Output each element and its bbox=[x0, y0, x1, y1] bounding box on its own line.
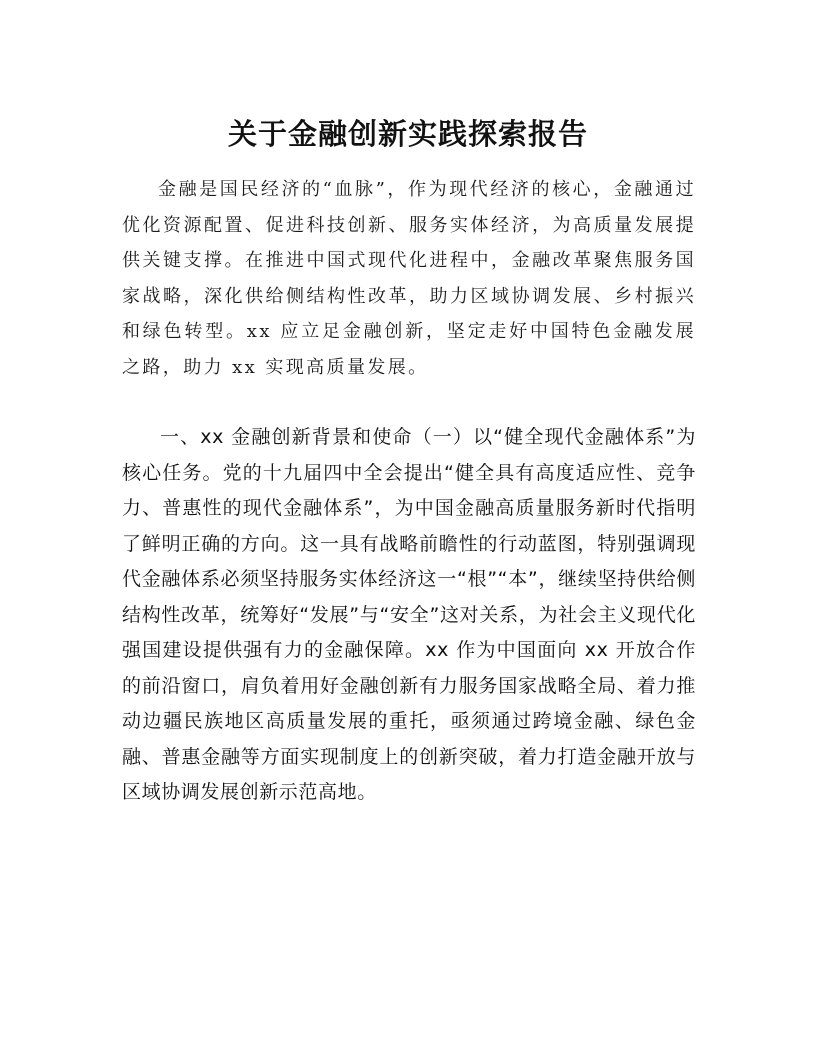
intro-paragraph: 金融是国民经济的“血脉”，作为现代经济的核心，金融通过优化资源配置、促进科技创新、服务实体经济，为高质量发展提供关键支撑。在推进中国式现代化进程中，金融改革聚焦服务国家战略，深化供给侧结构性改革，助力区域协调发展、乡村振兴和绿色转型。xx 应立足金融创新，坚定走好中国特色金融发展之路，助力 xx 实现高质量发展。 bbox=[122, 179, 696, 378]
section-one-paragraph: 一、xx 金融创新背景和使命（一）以“健全现代金融体系”为核心任务。党的十九届四中全会提出“健全具有高度适应性、竞争力、普惠性的现代金融体系”，为中国金融高质量服务新时代指明了鲜明正确的方向。这一具有战略前瞻性的行动蓝图，特别强调现代金融体系必须坚持服务实体经济这一“根”“本”，继续坚持供给侧结构性改革，统筹好“发展”与“安全”这对关系，为社会主义现代化强国建设提供强有力的金融保障。xx 作为中国面向 xx 开放合作的前沿窗口，肩负着用好金融创新有力服务国家战略全局、着力推动边疆民族地区高质量发展的重托，亟须通过跨境金融、绿色金融、普惠金融等方面实现制度上的创新突破，着力打造金融开放与区域协调发展创新示范高地。 bbox=[122, 426, 696, 803]
document-title: 关于金融创新实践探索报告 bbox=[227, 117, 588, 151]
